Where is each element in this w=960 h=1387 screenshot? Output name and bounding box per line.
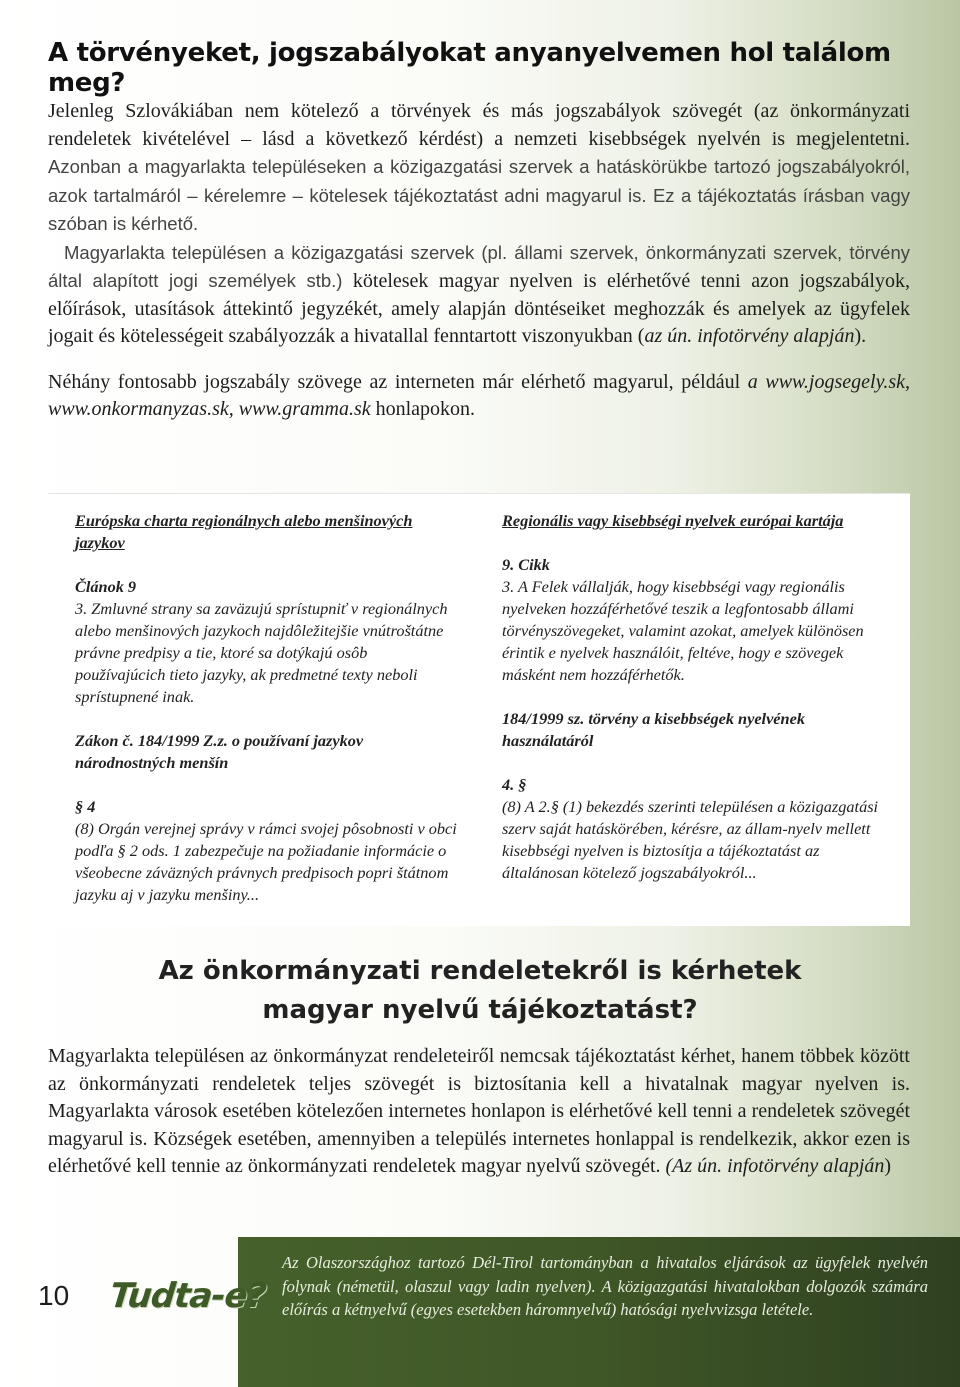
intro-text-2c: az ún. infotörvény alapján: [644, 325, 855, 347]
section-heading-line-2: magyar nyelvű tájékoztatást?: [262, 995, 698, 1025]
hungarian-article-title: 9. Cikk: [502, 555, 550, 574]
spacer: [502, 686, 887, 708]
intro-text-3c: honlapokon.: [370, 398, 476, 420]
did-you-know-logo: Tudta-e?: [107, 1276, 268, 1316]
slovak-charter-title: Európska charta regionálnych alebo menšinových jazykov: [75, 511, 413, 552]
legal-text-box: [48, 493, 910, 926]
slovak-law-title: Zákon č. 184/1999 Z.z. o používaní jazykov národnostných menšín: [75, 731, 364, 772]
intro-section: [48, 98, 910, 424]
municipal-law-reference: (Az ún. infotörvény alapján: [665, 1155, 885, 1177]
did-you-know-text: Az Olaszországhoz tartozó Dél-Tirol tartományban a hivatalos eljárások az ügyfelek nyelvén folynak (németül, olaszul vagy ladin nyelven). A közigazgatási hivatalokban dolgozók számára előírás a kétnyelvű (egyes esetekben háromnyelvű) hatósági nyelvvizsga letétele.: [282, 1253, 928, 1319]
slovak-article-text: 3. Zmluvné strany sa zaväzujú sprístupniť v regionálnych alebo menšinových jazykoch najdôležitejšie vnútroštátne právne predpisy a tie, ktoré sa dotýkajú osôb používajúcich tieto jazyky, ak predmetné texty neboli sprístupnené inak.: [75, 599, 448, 706]
hungarian-law-title: 184/1999 sz. törvény a kisebbségek nyelvének használatáról: [502, 709, 805, 750]
intro-text-3a: Néhány fontosabb jogszabály szövege az interneten már elérhető magyarul, például: [48, 370, 748, 393]
did-you-know-banner: [238, 1237, 960, 1387]
spacer: [502, 752, 887, 774]
slovak-section-title: § 4: [75, 797, 96, 816]
section-heading-line-1: Az önkormányzati rendeletekről is kérhetek: [158, 956, 802, 986]
hungarian-article-text: 3. A Felek vállalják, hogy kisebbségi vagy regionális nyelveken hozzáférhetővé teszik a legfontosabb állami törvényszövegeket, valamint azokat, amelyek különösen érintik e nyelvek használóit, feltéve, hogy e szövegek másként nem hozzáférhetők.: [502, 577, 864, 684]
intro-paragraph-3: [48, 369, 910, 424]
spacer: [75, 708, 460, 730]
hungarian-section-text: (8) A 2.§ (1) bekezdés szerinti településen a közigazgatási szerv saját hatáskörében, kérésre, az állam-nyelv mellett kisebbségi nyelven is biztosítja a tájékoztatást az általánosan kötelező jogszabályokról...: [502, 797, 879, 882]
slovak-article-title: Článok 9: [75, 577, 137, 596]
hungarian-section-title: 4. §: [502, 775, 527, 794]
slovak-section-text: (8) Orgán verejnej správy v rámci svojej pôsobnosti v obci podľa § 2 ods. 1 zabezpečuje na požiadanie informácie o všeobecne záväzných právnych predpisoch popri štátnom jazyku aj v jazyku menšiny...: [75, 819, 457, 904]
hungarian-charter-title: Regionális vagy kisebbségi nyelvek európai kartája: [502, 511, 844, 530]
slovak-column: [75, 510, 460, 906]
intro-text-1b: Azonban a magyarlakta településeken a közigazgatási szervek a hatáskörükbe tartozó jogszabályokról, azok tartalmáról – kérelemre – kötelesek tájékoztatást adni magyarul is. Ez a tájékoztatás írásban vagy szóban is kérhető.: [48, 156, 910, 234]
intro-paragraph-2: [48, 239, 910, 351]
spacer: [502, 532, 887, 554]
page-number: 10: [38, 1280, 70, 1311]
municipal-text: Magyarlakta településen az önkormányzat rendeleteiről nemcsak tájékoztatást kérhet, hanem többek között az önkormányzati rendeletek teljes szövegét is biztosítania kell a hivatalnak magyar nyelven is. Magyarlakta városok esetében kötelezően internetes honlapon is elérhetővé kell tenni a rendeletek szövegét magyarul is. Községek esetében, amennyiben a település internetes honlappal is rendelkezik, akkor ezen is elérhetővé kell tennie az önkormányzati rendeletek magyar nyelvű szövegét.: [48, 1045, 910, 1177]
intro-text-2b: kötelesek magyar nyelven is elérhetővé tenni azon jogszabályok, előírások, utasítások áttekintő jegyzékét, amely alapján döntéseiket meghozzák és amelyek az ügyfelek jogait és kötelességeit szabályozzák a hivatallal fenntartott viszonyukban (: [48, 270, 910, 347]
intro-paragraph-1: [48, 98, 910, 239]
spacer: [75, 774, 460, 796]
section-heading: [100, 952, 860, 1030]
spacer: [48, 351, 910, 369]
intro-text-1: Jelenleg Szlovákiában nem kötelező a törvények és más jogszabályok szövegét (az önkormányzati rendeletek kivételével – lásd a következő kérdést) a nemzeti kisebbségek nyelvén is megjelentetni.: [48, 100, 910, 150]
spacer: [75, 554, 460, 576]
website-links: a www.jogsegely.sk, www.onkormanyzas.sk, www.gramma.sk: [48, 370, 910, 420]
intro-text-2a: Magyarlakta településen a közigazgatási szervek (pl. állami szervek, önkormányzati szervek, törvény által alapított jogi személyek stb.): [48, 241, 910, 291]
page-heading: A törvényeket, jogszabályokat anyanyelvemen hol találom meg?: [48, 38, 891, 98]
municipal-text-end: ): [884, 1155, 892, 1177]
intro-text-2d: ).: [854, 325, 867, 347]
municipal-paragraph: [48, 1043, 910, 1181]
hungarian-column: [502, 510, 887, 884]
